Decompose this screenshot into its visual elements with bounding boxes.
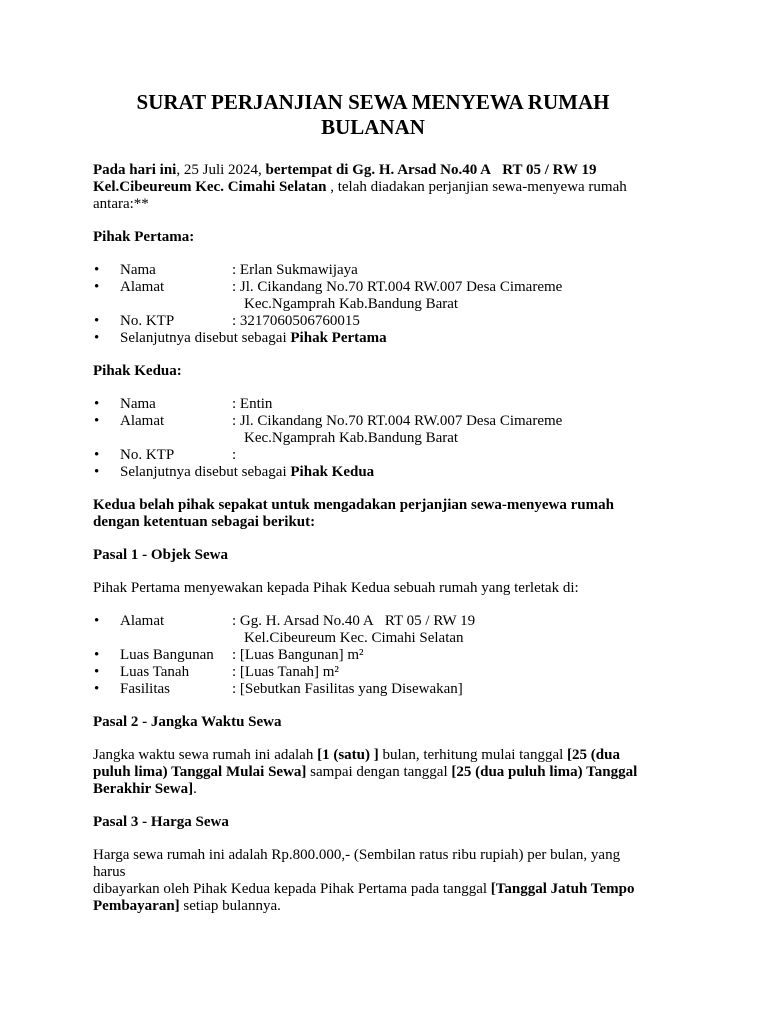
list-item <box>93 262 653 279</box>
pasal-2-bold-part: puluh lima) Tanggal Mulai Sewa] <box>93 764 307 780</box>
bullet-icon: • <box>94 681 100 697</box>
field-value: : 3217060506760015 <box>232 313 360 329</box>
field-label: Alamat <box>120 279 165 295</box>
field-value-cont: Kel.Cibeureum Kec. Cimahi Selatan <box>244 630 464 646</box>
list-item <box>93 330 653 347</box>
pasal-3-bold-part: [Tanggal Jatuh Tempo <box>490 881 635 897</box>
bullet-icon: • <box>94 447 100 463</box>
intro-text-cont: antara:** <box>93 196 149 212</box>
field-label: Luas Bangunan <box>120 647 214 663</box>
pasal-3-text-part: dibayarkan oleh Pihak Kedua kepada Pihak Pertama pada tanggal <box>93 881 491 897</box>
field-label: Fasilitas <box>120 681 171 697</box>
document-title <box>93 90 653 140</box>
document-page <box>93 90 653 915</box>
field-value: : [Sebutkan Fasilitas yang Disewakan] <box>232 681 463 697</box>
field-value-cont: Kec.Ngamprah Kab.Bandung Barat <box>244 296 459 312</box>
field-label: Nama <box>120 396 156 412</box>
field-value: : [Luas Bangunan] m² <box>232 647 364 663</box>
list-item <box>93 664 653 681</box>
intro-text: , telah diadakan perjanjian sewa-menyewa rumah <box>326 179 627 195</box>
title-line-2: BULANAN <box>321 115 425 139</box>
list-item <box>93 396 653 413</box>
pasal-2-text-part: sampai dengan tanggal <box>306 764 452 780</box>
pihak-kedua-heading: Pihak Kedua: <box>93 363 182 379</box>
selanjutnya-label: Selanjutnya disebut sebagai <box>120 464 291 480</box>
pasal-2-heading: Pasal 2 - Jangka Waktu Sewa <box>93 714 282 730</box>
list-item <box>93 279 653 296</box>
field-value: : Entin <box>232 396 273 412</box>
list-item <box>93 447 653 464</box>
bullet-icon: • <box>94 664 100 680</box>
field-value: : Jl. Cikandang No.70 RT.004 RW.007 Desa Cimareme <box>232 413 563 429</box>
intro-location-cont: Kel.Cibeureum Kec. Cimahi Selatan <box>93 179 327 195</box>
bullet-icon: • <box>94 279 100 295</box>
pasal-2-text-part: bulan, terhitung mulai tanggal <box>378 747 568 763</box>
pasal-2-bold-part: Berakhir Sewa] <box>93 781 194 797</box>
pasal-1-heading: Pasal 1 - Objek Sewa <box>93 547 228 563</box>
field-label: Nama <box>120 262 156 278</box>
title-line-1: SURAT PERJANJIAN SEWA MENYEWA RUMAH <box>136 90 610 114</box>
intro-location: bertempat di Gg. H. Arsad No.40 A RT 05 / RW 19 <box>265 162 597 178</box>
pasal-1-list <box>93 613 653 630</box>
intro-date-label: Pada hari ini <box>93 162 177 178</box>
field-value: : [Luas Tanah] m² <box>232 664 339 680</box>
pihak-pertama-heading: Pihak Pertama: <box>93 229 195 245</box>
field-label: Luas Tanah <box>120 664 190 680</box>
intro-paragraph <box>93 162 653 213</box>
pasal-3-heading: Pasal 3 - Harga Sewa <box>93 814 229 830</box>
pasal-2-text <box>93 747 653 798</box>
field-value: : <box>232 447 237 463</box>
bullet-icon: • <box>94 613 100 629</box>
intro-date: , 25 Juli 2024, <box>176 162 266 178</box>
pasal-2-bold-part: [1 (satu) ] <box>317 747 379 763</box>
bullet-icon: • <box>94 330 100 346</box>
pasal-3-bold-part: Pembayaran] <box>93 898 180 914</box>
pihak-pertama-list <box>93 262 653 296</box>
list-item <box>93 613 653 630</box>
pasal-3-text <box>93 847 653 915</box>
bullet-icon: • <box>94 647 100 663</box>
selanjutnya-bold: Pihak Kedua <box>290 464 375 480</box>
bullet-icon: • <box>94 464 100 480</box>
pihak-kedua-list <box>93 396 653 430</box>
field-value: : Erlan Sukmawijaya <box>232 262 358 278</box>
selanjutnya-text <box>120 330 387 347</box>
field-label: Alamat <box>120 413 165 429</box>
list-item <box>93 681 653 698</box>
field-label: No. KTP <box>120 313 175 329</box>
field-value: : Jl. Cikandang No.70 RT.004 RW.007 Desa Cimareme <box>232 279 563 295</box>
pasal-3-text-part: Harga sewa rumah ini adalah Rp.800.000,- (Sembilan ratus ribu rupiah) per bulan, yang harus <box>93 847 621 880</box>
list-item <box>93 647 653 664</box>
list-item <box>93 464 653 481</box>
selanjutnya-text <box>120 464 374 481</box>
field-label: No. KTP <box>120 447 175 463</box>
selanjutnya-bold: Pihak Pertama <box>290 330 387 346</box>
pasal-2-text-part: . <box>193 781 197 797</box>
pasal-1-list-2 <box>93 647 653 698</box>
kesepakatan-paragraph <box>93 497 653 531</box>
pihak-kedua-list-2 <box>93 447 653 481</box>
pihak-pertama-list-2 <box>93 313 653 347</box>
bullet-icon: • <box>94 413 100 429</box>
pasal-3-text-part: setiap bulannya. <box>179 898 281 914</box>
pasal-2-bold-part: [25 (dua puluh lima) Tanggal <box>451 764 638 780</box>
bullet-icon: • <box>94 396 100 412</box>
kesepakatan-line-1: Kedua belah pihak sepakat untuk mengadakan perjanjian sewa-menyewa rumah <box>93 497 614 513</box>
pasal-2-text-part: Jangka waktu sewa rumah ini adalah <box>93 747 318 763</box>
selanjutnya-label: Selanjutnya disebut sebagai <box>120 330 291 346</box>
list-item <box>93 413 653 430</box>
field-value-cont: Kec.Ngamprah Kab.Bandung Barat <box>244 430 459 446</box>
list-item <box>93 313 653 330</box>
field-label: Alamat <box>120 613 165 629</box>
pasal-2-bold-part: [25 (dua <box>567 747 620 763</box>
pasal-1-text: Pihak Pertama menyewakan kepada Pihak Kedua sebuah rumah yang terletak di: <box>93 580 579 596</box>
field-value: : Gg. H. Arsad No.40 A RT 05 / RW 19 <box>232 613 476 629</box>
kesepakatan-line-2: dengan ketentuan sebagai berikut: <box>93 514 316 530</box>
bullet-icon: • <box>94 313 100 329</box>
bullet-icon: • <box>94 262 100 278</box>
